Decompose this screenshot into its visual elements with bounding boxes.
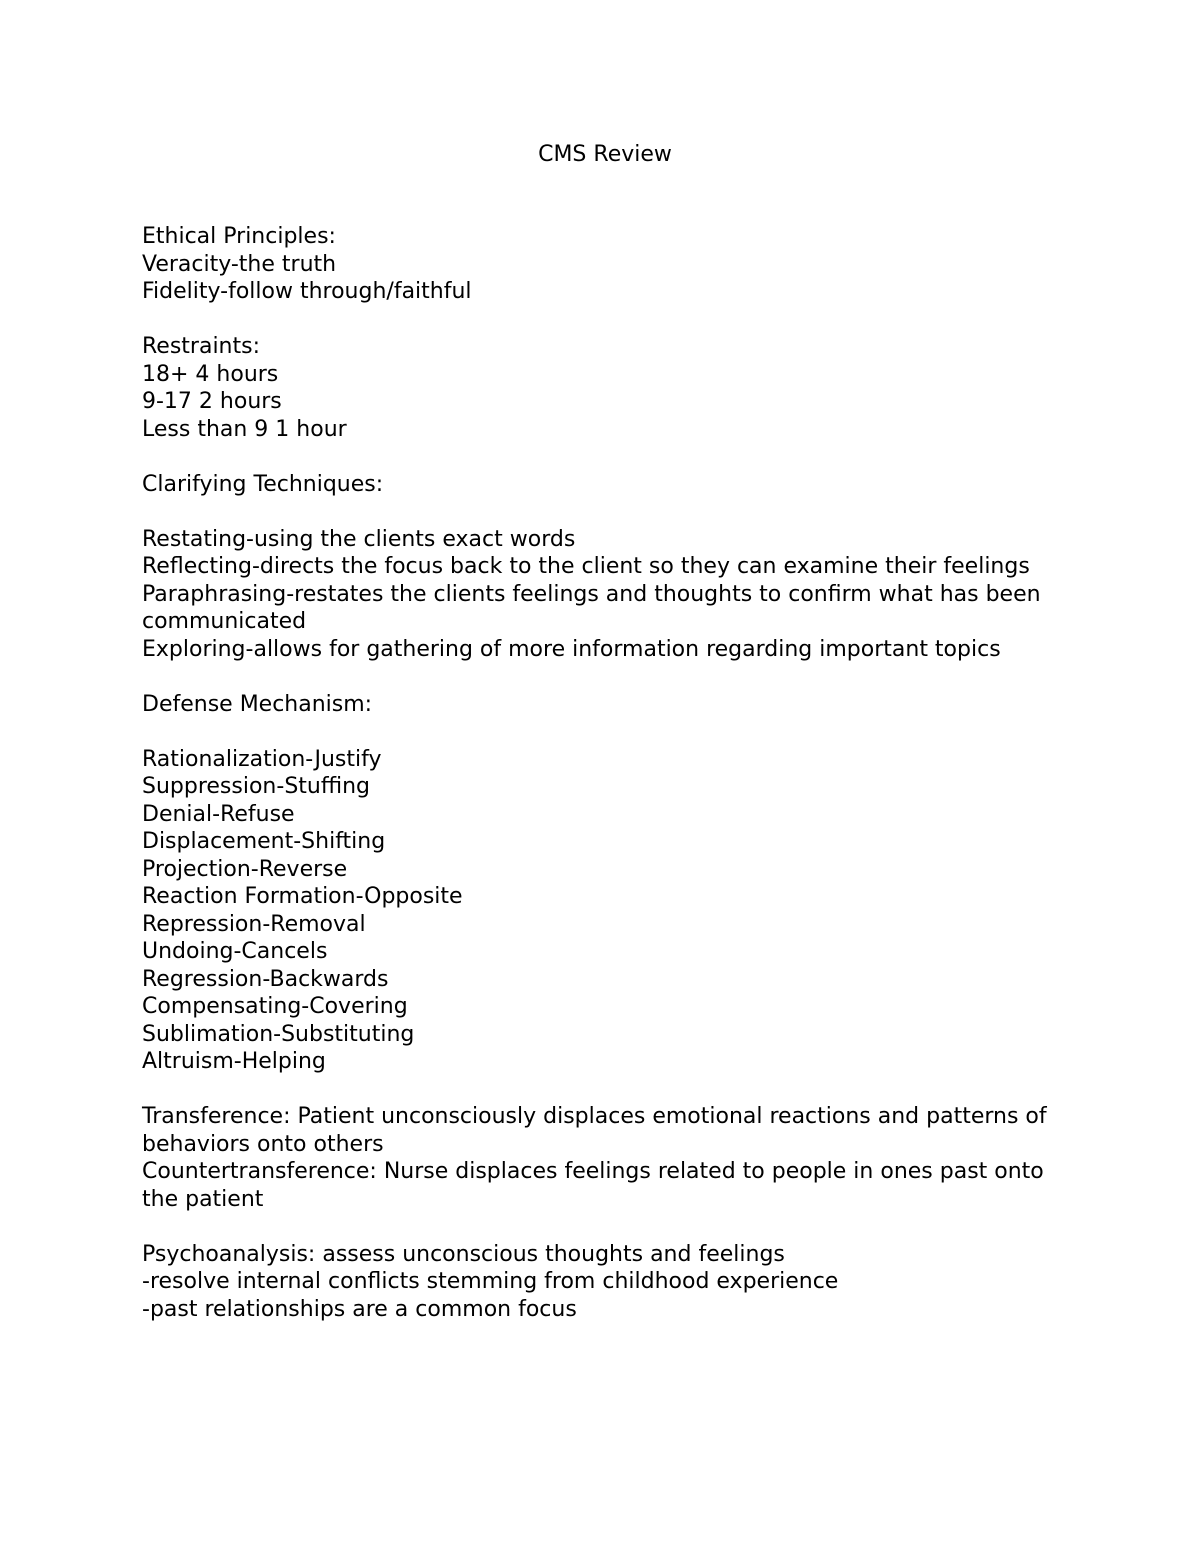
list-item: Reaction Formation-Opposite (142, 884, 463, 909)
spacer (142, 1076, 1062, 1104)
list-item: 9-17 2 hours (142, 389, 282, 414)
document-body (142, 223, 1062, 1323)
list-item: Repression-Removal (142, 911, 366, 937)
section-clarifying-techniques (142, 471, 1062, 664)
list-item: Restating-using the clients exact words (142, 526, 576, 552)
spacer (142, 718, 1062, 746)
list-item: Less than 9 1 hour (142, 416, 347, 442)
list-item: Fidelity-follow through/faithful (142, 279, 472, 304)
list-item: -resolve internal conflicts stemming from childhood experience (142, 1269, 839, 1294)
section-heading: Psychoanalysis: assess unconscious thoughts and feelings (142, 1241, 785, 1267)
section-ethical-principles (142, 223, 1062, 306)
section-heading: Defense Mechanism: (142, 691, 373, 717)
list-item: Regression-Backwards (142, 966, 389, 992)
list-item: Exploring-allows for gathering of more information regarding important topics (142, 636, 1001, 662)
list-item: -past relationships are a common focus (142, 1296, 577, 1322)
list-item: Undoing-Cancels (142, 939, 328, 964)
spacer (142, 1213, 1062, 1241)
section-restraints (142, 333, 1062, 443)
spacer (142, 306, 1062, 334)
list-item: Projection-Reverse (142, 856, 348, 882)
list-item: Countertransference: Nurse displaces feelings related to people in ones past onto the patient (142, 1159, 1044, 1212)
list-item: 18+ 4 hours (142, 361, 279, 387)
section-psychoanalysis (142, 1241, 1062, 1324)
list-item: Compensating-Covering (142, 994, 408, 1019)
section-heading: Clarifying Techniques: (142, 471, 384, 497)
list-item: Reflecting-directs the focus back to the client so they can examine their feelings (142, 554, 1030, 579)
section-heading: Ethical Principles: (142, 224, 336, 249)
spacer (142, 663, 1062, 691)
list-item: Veracity-the truth (142, 251, 337, 277)
list-item: Suppression-Stuffing (142, 774, 371, 799)
section-transference (142, 1103, 1062, 1213)
list-item: Denial-Refuse (142, 801, 295, 827)
list-item: Paraphrasing-restates the clients feelings and thoughts to confirm what has been communicated (142, 581, 1041, 634)
section-heading: Restraints: (142, 334, 261, 359)
list-item: Rationalization-Justify (142, 746, 382, 772)
list-item: Transference: Patient unconsciously displaces emotional reactions and patterns of behaviors onto others (142, 1104, 1047, 1157)
section-defense-mechanism (142, 691, 1062, 1076)
document-title: CMS Review (538, 142, 672, 167)
spacer (142, 443, 1062, 471)
list-item: Displacement-Shifting (142, 829, 386, 854)
list-item: Sublimation-Substituting (142, 1021, 415, 1047)
spacer (142, 498, 1062, 526)
list-item: Altruism-Helping (142, 1049, 326, 1074)
